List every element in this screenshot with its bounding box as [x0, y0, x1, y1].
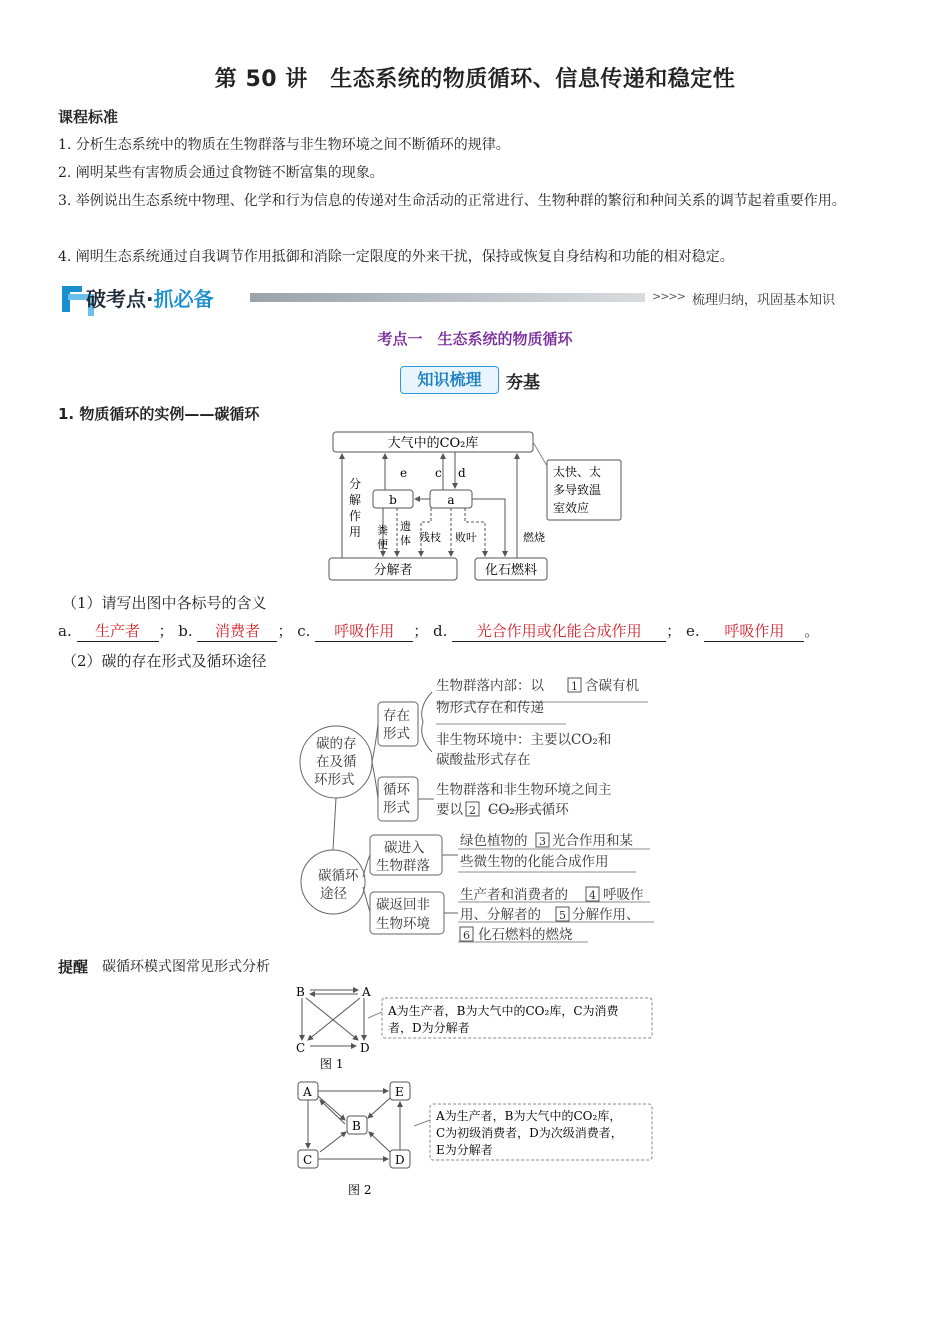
standard-item: 1. 分析生态系统中的物质在生物群落与非生物环境之间不断循环的规律。 — [58, 137, 510, 153]
center1-line: 在及循 — [316, 754, 357, 770]
center2-line: 途径 — [320, 886, 347, 902]
section-kaodian: 考点一 生态系统的物质循环 — [377, 330, 573, 348]
cycle-line: 循环 — [383, 782, 410, 798]
return-line: 碳返回非 — [376, 897, 430, 913]
q1-label-e: e. — [685, 622, 700, 640]
banner-bar — [250, 293, 645, 302]
fig1-node-c: C — [296, 1041, 306, 1055]
b-label: b — [389, 493, 397, 507]
badge-suffix: 夯基 — [506, 373, 540, 393]
fig1-node-a: A — [362, 985, 371, 999]
return-text-line: 化石燃料的燃烧 — [478, 927, 573, 943]
center1-line: 环形式 — [314, 772, 355, 788]
atm-label: 大气中的CO₂库 — [387, 436, 479, 451]
standard-item: 3. 举例说出生态系统中物理、化学和行为信息的传递对生命活动的正常进行、生物种群的繁衍和种间关系的调节起着重要作用。 — [58, 193, 846, 209]
banner-title — [86, 283, 214, 312]
decomp-side-label — [349, 476, 361, 539]
q1-label-b: b. — [178, 622, 193, 640]
q2-prompt: （2）碳的存在形式及循环途径 — [62, 652, 267, 670]
exist-bio-line: 物形式存在和传递 — [436, 700, 544, 716]
answer-e[interactable]: 呼吸作用 — [704, 620, 804, 642]
fig1-node-d: D — [360, 1041, 370, 1055]
c-label: c — [435, 466, 442, 480]
reminder-text: 碳循环模式图常见形式分析 — [102, 959, 270, 975]
fig2-node-d: D — [395, 1153, 405, 1167]
exist-bio-line: 生物群落内部：以 — [436, 678, 544, 694]
feces-char: 粪 — [377, 524, 388, 537]
decomp-char: 用 — [349, 525, 362, 539]
exist-line: 存在 — [383, 708, 410, 724]
enter-line: 生物群落 — [376, 858, 430, 874]
section1-heading: 1. 物质循环的实例——碳循环 — [58, 405, 260, 423]
decomposer-label: 分解者 — [373, 563, 413, 578]
num: 1 — [571, 680, 578, 693]
enter-text-line: 绿色植物的 — [460, 833, 528, 849]
remains-char: 遗 — [400, 520, 411, 533]
banner-subtitle: 梳理归纳，巩固基本知识 — [692, 293, 836, 308]
num: 5 — [559, 909, 566, 922]
figure-2 — [292, 1076, 662, 1200]
return-text-line: 分解作用、 — [572, 907, 640, 923]
q1-prompt: （1）请写出图中各标号的含义 — [62, 594, 267, 612]
return-text-line: 用、分解者的 — [460, 907, 541, 923]
carbon-mindmap — [298, 672, 658, 944]
chevrons-icon: >>>> — [652, 290, 685, 303]
enter-line: 碳进入 — [384, 840, 425, 856]
note-line: 多导致温 — [553, 483, 602, 497]
standard-item: 2. 阐明某些有害物质会通过食物链不断富集的现象。 — [58, 165, 384, 181]
cycle-line: 形式 — [383, 800, 410, 816]
fig2-node-c: C — [303, 1153, 313, 1167]
fig1-caption: 图 1 — [320, 1057, 344, 1071]
answer-c[interactable]: 呼吸作用 — [315, 620, 413, 642]
enter-text-line: 些微生物的化能合成作用 — [460, 854, 609, 870]
exist-bio-line: 含碳有机 — [585, 678, 639, 694]
answer-d[interactable]: 光合作用或化能合成作用 — [452, 620, 666, 642]
knowledge-badge: 知识梳理 — [400, 366, 499, 394]
sep: ； — [666, 622, 682, 640]
fig2-note-line: C为初级消费者，D为次级消费者， — [436, 1126, 623, 1140]
standard-item: 4. 阐明生态系统通过自我调节作用抵御和消除一定限度的外来干扰，保持或恢复自身结构和功能的相对稳定。 — [58, 249, 734, 265]
q1-answers — [58, 620, 819, 642]
leaves-label: 败叶 — [455, 531, 477, 544]
exist-abio-line: 碳酸盐形式存在 — [436, 752, 531, 768]
fig2-caption: 图 2 — [348, 1183, 372, 1197]
reminder-head: 提醒 — [58, 958, 89, 976]
fig2-note-line: A为生产者，B为大气中的CO₂库， — [436, 1109, 622, 1123]
note-line: 太快、太 — [553, 465, 602, 479]
fig2-note-line: E为分解者 — [436, 1143, 493, 1157]
end: 。 — [804, 622, 820, 640]
cycle-text-line: 生物群落和非生物环境之间主 — [436, 782, 612, 798]
answer-a[interactable]: 生产者 — [77, 620, 159, 642]
q1-label-a: a. — [58, 622, 72, 640]
decomp-char: 分 — [349, 477, 362, 491]
enter-text-line: 光合作用和某 — [552, 833, 633, 849]
center1-line: 碳的存 — [316, 736, 357, 752]
note-line: 室效应 — [553, 501, 590, 515]
center2-line: 碳循环 — [318, 868, 359, 884]
return-text-line: 生产者和消费者的 — [460, 887, 568, 903]
num: 4 — [589, 889, 596, 902]
sep: ； — [277, 622, 293, 640]
cycle-text-line: 要以 — [436, 802, 463, 818]
num: 3 — [539, 835, 546, 848]
fossil-label: 化石燃料 — [484, 563, 538, 578]
figure-1 — [292, 982, 662, 1072]
carbon-cycle-diagram — [325, 426, 630, 586]
a-label: a — [447, 493, 455, 507]
feces-char: 便 — [377, 538, 388, 551]
page-title: 第 50 讲 生态系统的物质循环、信息传递和稳定性 — [214, 67, 736, 92]
q1-label-d: d. — [433, 622, 448, 640]
remains-char: 体 — [400, 534, 411, 547]
banner-title-b: 抓必备 — [153, 287, 214, 311]
exist-abio-line: 非生物环境中：主要以CO₂和 — [436, 732, 612, 748]
sep: ； — [413, 622, 429, 640]
q1-label-c: c. — [297, 622, 311, 640]
fig1-node-b: B — [296, 985, 305, 999]
return-line: 生物环境 — [376, 916, 430, 932]
decomp-char: 作 — [349, 509, 362, 523]
sep: ； — [158, 622, 174, 640]
burn-label: 燃烧 — [523, 531, 545, 544]
return-text-line: 呼吸作 — [603, 887, 644, 903]
decomp-char: 解 — [349, 493, 362, 507]
cycle-text-line: CO₂形式循环 — [488, 802, 569, 818]
fig1-note-line: A为生产者，B为大气中的CO₂库，C为消费 — [388, 1004, 619, 1018]
banner-title-a: 破考点· — [86, 287, 154, 311]
fig2-node-a: A — [303, 1085, 312, 1099]
d-label: d — [458, 466, 466, 480]
num: 6 — [463, 929, 470, 942]
standards-heading: 课程标准 — [58, 108, 119, 126]
e-label: e — [400, 466, 408, 480]
fig1-note-line: 者，D为分解者 — [388, 1021, 470, 1035]
fig2-node-b: B — [352, 1119, 361, 1133]
twigs-label: 残枝 — [419, 531, 441, 544]
fig2-node-e: E — [395, 1085, 404, 1099]
num: 2 — [469, 804, 476, 817]
exist-line: 形式 — [383, 726, 410, 742]
answer-b[interactable]: 消费者 — [197, 620, 277, 642]
